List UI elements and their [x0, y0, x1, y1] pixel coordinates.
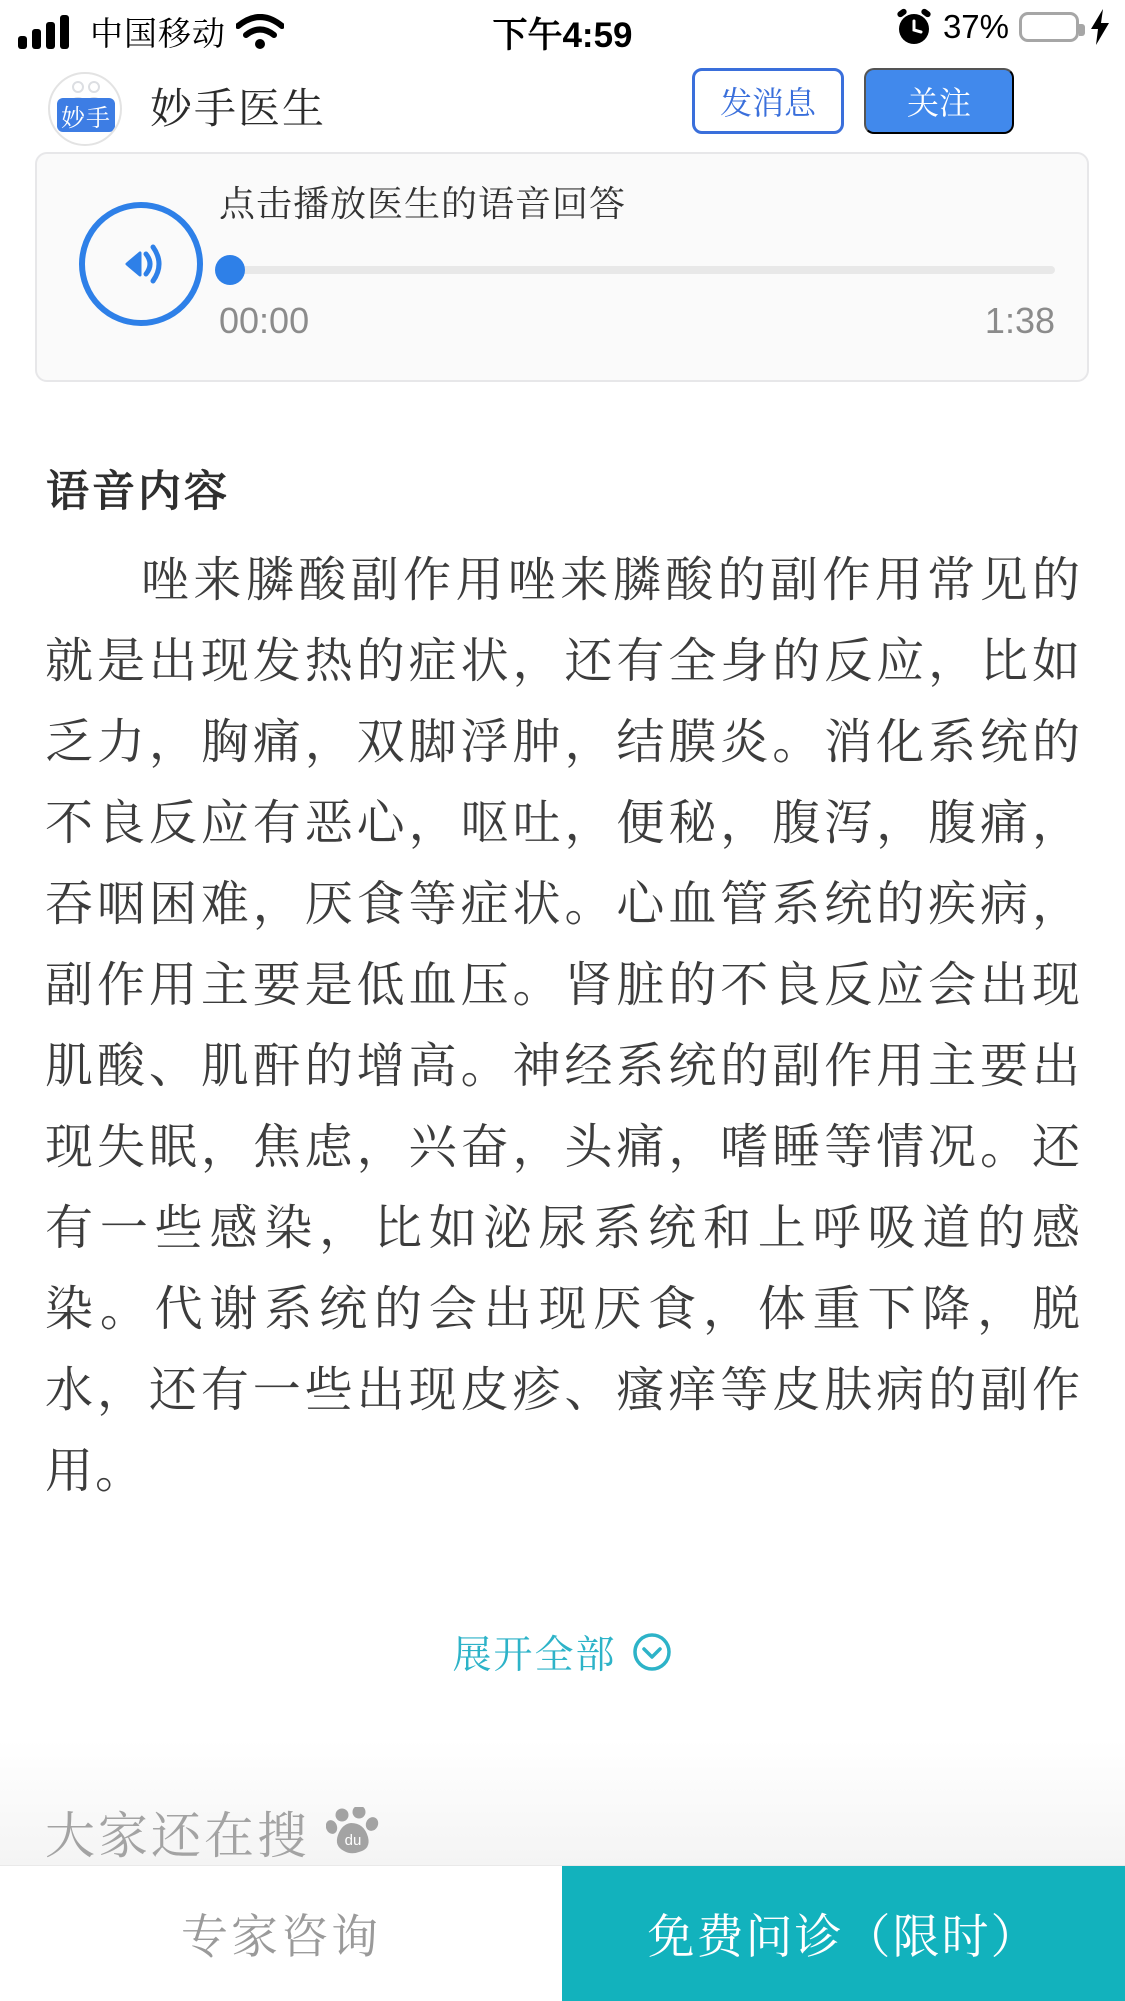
related-search-section: [0, 1740, 1125, 1866]
battery-icon: [1019, 12, 1079, 42]
play-voice-button[interactable]: [79, 202, 203, 326]
player-hint-label[interactable]: 点击播放医生的语音回答: [219, 183, 627, 224]
expand-all-label: 展开全部: [452, 1634, 617, 1677]
battery-percent-label: 37%: [942, 8, 1009, 45]
charging-bolt-icon: [1089, 9, 1111, 45]
free-consult-button[interactable]: 免费问诊（限时）: [562, 1866, 1125, 2001]
app-header: [0, 60, 1125, 165]
speaker-icon: [113, 236, 169, 292]
clock-label: 下午4:59: [492, 16, 633, 55]
carrier-label: 中国移动: [90, 15, 226, 52]
status-bar: [0, 0, 1125, 60]
doctor-avatar[interactable]: [48, 72, 122, 146]
alarm-clock-icon: [895, 8, 933, 46]
progress-bar[interactable]: [219, 266, 1055, 274]
voice-transcript: 唑来膦酸副作用唑来膦酸的副作用常见的就是出现发热的症状，还有全身的反应，比如乏力，胸痛，双脚浮肿，结膜炎。消化系统的不良反应有恶心，呕吐，便秘，腹泻，腹痛，吞咽困难，厌食等症状。心血管系统的疾病，副作用主要是低血压。肾脏的不良反应会出现肌酸、肌酐的增高。神经系统的副作用主要出现失眠，焦虑，兴奋，头痛，嗜睡等情况。还有一些感染，比如泌尿系统和上呼吸道的感染。代谢系统的会出现厌食，体重下降，脱水，还有一些出现皮疹、瘙痒等皮肤病的副作用。: [45, 554, 1082, 1498]
bottom-action-bar: [0, 1866, 1125, 2001]
voice-content-heading: 语音内容: [46, 468, 230, 516]
expert-consult-button[interactable]: 专家咨询: [0, 1866, 562, 2001]
expand-all-button[interactable]: [0, 1624, 1125, 1680]
duration-label: 1:38: [984, 300, 1055, 341]
send-message-button[interactable]: 发消息: [692, 68, 844, 134]
follow-button[interactable]: 关注: [864, 68, 1014, 134]
voice-player-card: [35, 152, 1089, 382]
page-title: 妙手医生: [150, 85, 327, 132]
chevron-down-icon: [631, 1631, 673, 1673]
current-time-label: 00:00: [219, 300, 310, 341]
related-search-heading: 大家还在搜: [45, 1808, 310, 1864]
progress-handle[interactable]: [215, 255, 245, 285]
avatar-badge: 妙手: [57, 98, 115, 132]
svg-text:du: du: [344, 1832, 362, 1849]
paw-icon: [326, 1807, 382, 1857]
